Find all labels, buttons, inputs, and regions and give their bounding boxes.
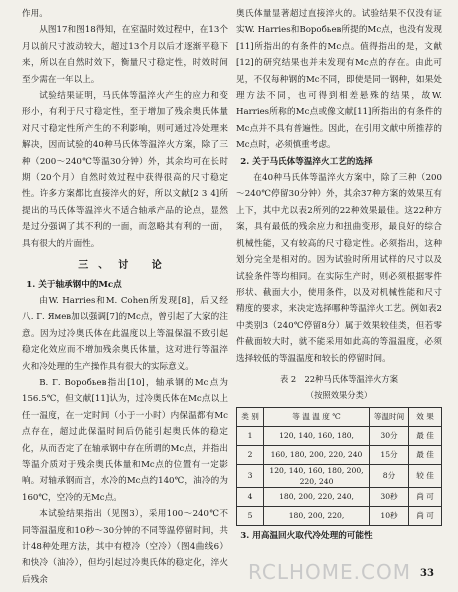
table-caption: 表 2 22种马氏体等温淬火方案 (279, 373, 399, 384)
table-cell: 1 (237, 426, 264, 445)
paragraph: 由W. Harries和M. Cohen所发现[8]，后又经八. Г. Ямев加以强调[7]的Mc点，曾引起了大家的注意。因为过冷奥氏体在此温度以上等温保温不致引起稳定化效应而不增加残余奥氏体量，这对进行等温淬火和冷处理的生产操作具有很大的实际意义。 (22, 295, 228, 372)
table-cell: 5 (237, 506, 264, 525)
paragraph: 作用。 (22, 9, 48, 19)
table-row (237, 445, 442, 464)
page-number: 33 (420, 568, 434, 579)
table-cell: 30秒 (370, 487, 409, 506)
table-cell: 最 佳 (409, 445, 442, 464)
table-cell: 3 (237, 464, 264, 487)
paragraph: 在40种马氏体等温淬火方案中，除了三种（200～240℃停留30分钟）外，其余37种方案的效果互有上下，其中尤以表2所列的22种效果最佳。这22种方案，具有最低的残余应力和扭曲变形，最良好的综合机械性能，又有较高的尺寸稳定性。必须指出，这种划分完全是相对的。因为试验时所用试样的尺寸以及试验条件等均相同。在实际生产时，则必须根据零件形状、截面大小，使用条件，以及对机械性能和尺寸精度的要求，来决定选择哪种等温淬火工艺。例如表2中类别3（240℃停留8分）属于效果较佳类，但若零件截面较大时，就不能采用如此高的等温温度，必须选择较低的等温温度和较长的停留时间。 (236, 173, 442, 364)
table-cell: 4 (237, 487, 264, 506)
table-cell: 120, 140, 160, 180, (264, 426, 370, 445)
table-cell: 30分 (370, 426, 409, 445)
right-column (236, 6, 442, 553)
paragraph: 奥氏体量显著超过直接淬火的。试验结果不仅没有证实W. Harries和Воробьев所提的Mc点，也没有发现[11]所指出的有条件的Mc点。值得指出的是，文献[12]的研究结果也并未发现有Mc点的存在。由此可见，不仅每种钢的Mc不同，即使是同一钢种，如果处理方法不同，也可得到相差悬殊的结果，故W. Harries所称的Mc点或像文献[11]所指出的有条件的Mc点并不具有普遍性。因此，在引用文献中所推荐的Mc点时，必须慎重考虑。 (236, 9, 442, 151)
table-cell: 10秒 (370, 506, 409, 525)
table-cell: 最 佳 (409, 426, 442, 445)
subsection-heading: 1. 关于轴承钢中的Mc点 (26, 279, 122, 290)
table-cell: 尚 可 (409, 506, 442, 525)
table-row (237, 426, 442, 445)
table-cell: 15分 (370, 445, 409, 464)
table-cell: 180, 200, 220, 240, (264, 487, 370, 506)
table-subcaption: （按照效果分类） (305, 390, 373, 401)
subsection-heading: 3. 用高温回火取代冷处理的可能性 (240, 530, 373, 541)
quench-schemes-table (236, 407, 442, 526)
table-header-cell: 等温时间 (370, 407, 409, 426)
paragraph: B. Г. Воробьев指出[10]，轴承钢的Mc点为156.5℃，但文献[11]认为，过冷奥氏体在Mc点以上任一温度，在一定时间（小于一小时）内保温都有Mc点存在，超过此保温时间后仍能引起奥氏体的稳定化，从而否定了在轴承钢中存在所谓的Mc点，并指出等温介质对于残余奥氏体量和Mc点的位置有一定影响。对轴承钢而言，水冷的Mc点约140℃，油冷的为160℃，空冷的无Mc点。 (22, 377, 228, 503)
subsection-heading: 2. 关于马氏体等温淬火工艺的选择 (240, 156, 373, 167)
table-cell: 2 (237, 445, 264, 464)
paragraph: 从图17和图18得知，在室温时效过程中，在13个月以前尺寸波动较大，超过13个月以后才逐渐平稳下来，所以在自然时效下，衡量尺寸稳定性，时效时间至少需在一年以上。 (22, 25, 228, 85)
table-row (237, 506, 442, 525)
table-cell: 180, 200, 220, (264, 506, 370, 525)
table-header-row (237, 407, 442, 426)
table-header-cell: 类 别 (237, 407, 264, 426)
watermark: RCLHOME.COM (248, 560, 412, 584)
left-column (22, 6, 228, 588)
table-header-cell: 效 果 (409, 407, 442, 426)
table-cell: 较 佳 (409, 464, 442, 487)
table-cell: 120, 140, 160, 180, 200, 220, 240 (264, 464, 370, 487)
table-row (237, 487, 442, 506)
table-header-cell: 等 温 温 度 ℃ (264, 407, 370, 426)
section-title: 三、讨 论 (78, 260, 172, 272)
paragraph: 试验结果证明，马氏体等温淬火产生的应力和变形小，有利于尺寸稳定性，至于增加了残余奥氏体量对尺寸稳定性所产生的不利影响，则可通过冷处理来解决，因而试验的40种马氏体等温淬火方案，除了三种（200～240℃等温30分钟）外，其余均可在长时期（20个月）自然时效过程中获得很高的尺寸稳定性。许多方案都比直接淬火的好，所以文献[2 3 4]所提出的马氏体等温淬火不适合轴承产品的论点，显然是过分强调了其不利的一面，而忽略其有利的一面，具有很大的片面性。 (22, 91, 228, 249)
paragraph: 本试验结果指出（见图3），采用100～240℃不同等温温度和10秒～30分钟的不同等温停留时间，共计48种处理方法，其中有橙冷（空冷）（图4曲线6）和快冷（油冷），但均引起过冷奥氏体的稳定化，淬火后残余 (22, 509, 228, 585)
table-cell: 8分 (370, 464, 409, 487)
table-cell: 160, 180, 200, 220, 240 (264, 445, 370, 464)
table-cell: 尚 可 (409, 487, 442, 506)
table-row (237, 464, 442, 487)
